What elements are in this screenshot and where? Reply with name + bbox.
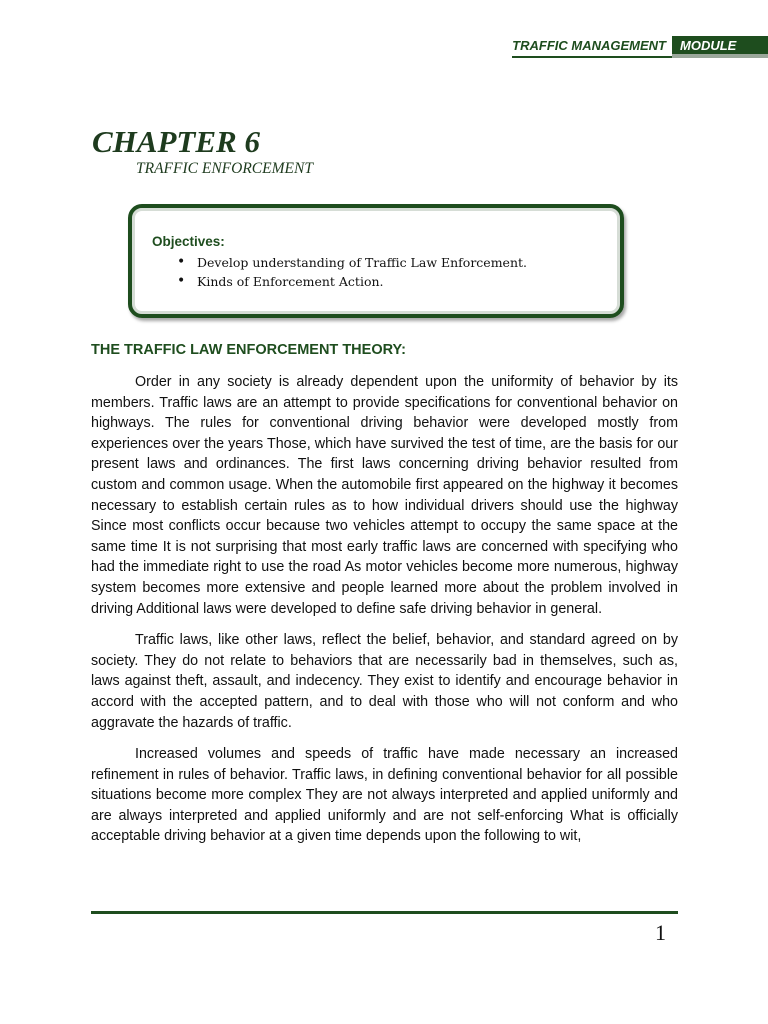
paragraph: Traffic laws, like other laws, reflect the belief, behavior, and standard agreed on by society. They do not relate to behaviors that are necessarily bad in themselves, such as, laws against theft, assault, and indecency. They exist to identify and encourage behavior in accord with the accepted pattern, and to deal with those who will not conform and who aggravate the hazards of traffic. — [91, 632, 678, 731]
objectives-label: Objectives: — [152, 234, 225, 249]
section-heading: THE TRAFFIC LAW ENFORCEMENT THEORY: — [91, 342, 406, 358]
objectives-list — [152, 253, 600, 291]
header-title: TRAFFIC MANAGEMENT — [512, 36, 672, 58]
footer-divider — [91, 911, 678, 914]
objective-item: • Develop understanding of Traffic Law Enforcement. — [177, 253, 600, 272]
page-header — [512, 36, 768, 58]
chapter-subtitle: TRAFFIC ENFORCEMENT — [136, 160, 313, 177]
paragraph: Increased volumes and speeds of traffic have made necessary an increased refinement in rules of behavior. Traffic laws, in defining conventional behavior for all possible situations become more complex They are not always interpreted and applied uniformly and are always interpreted and applied uniformly and are not self-enforcing What is officially acceptable driving behavior at a given time depends upon the following to wit, — [91, 746, 678, 845]
objective-item: • Kinds of Enforcement Action. — [177, 272, 600, 291]
body-text — [91, 372, 678, 858]
page-number: 1 — [655, 920, 666, 945]
chapter-title: CHAPTER 6 — [92, 124, 260, 159]
objectives-box — [128, 204, 624, 318]
paragraph: Order in any society is already dependent upon the uniformity of behavior by its members. Traffic laws are an attempt to provide specifications for conventional behavior on highways. The rules for conventional driving behavior were developed mostly from experiences over the years Those, which have survived the test of time, are the basis for our present laws and ordinances. The first laws concerning driving behavior resulted from custom and common usage. When the automobile first appeared on the highway it becomes necessary to establish certain rules as to how individual drivers should use the highway Since most conflicts occur because two vehicles attempt to occupy the same space at the same time It is not surprising that most early traffic laws are concerned with specifying who had the immediate right to use the road As motor vehicles become more numerous, highway system becomes more extensive and people learned more about the problem involved in driving Additional laws were developed to define safe driving behavior in general. — [91, 374, 678, 617]
header-module-label: MODULE — [672, 36, 768, 58]
